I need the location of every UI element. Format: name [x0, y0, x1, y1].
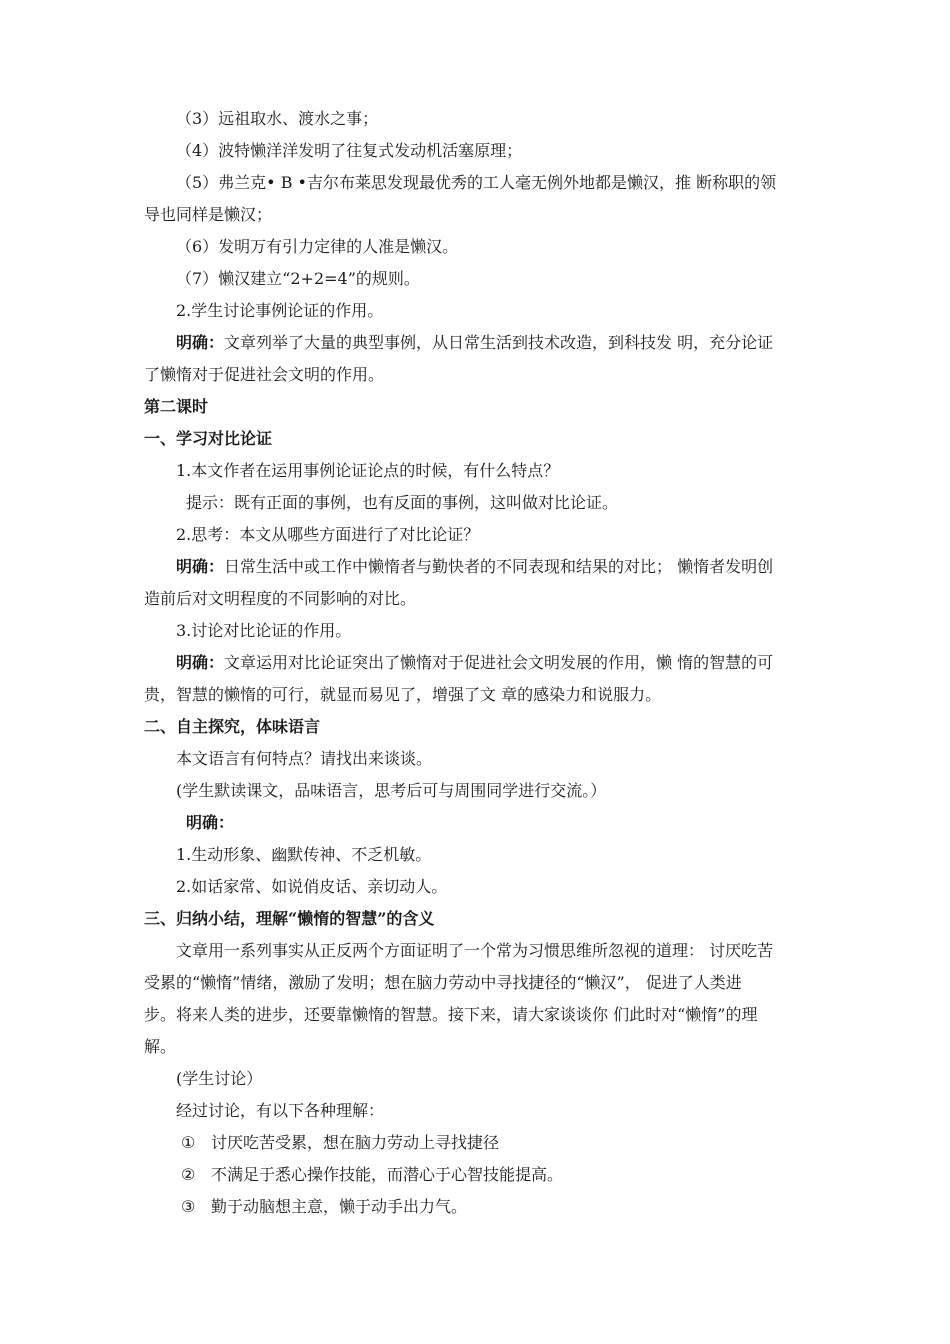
- question: 3.讨论对比论证的作用。: [176, 621, 352, 640]
- note-text: (学生讨论）: [176, 1069, 263, 1088]
- question: 本文语言有何特点？请找出来谈谈。: [176, 749, 433, 768]
- section-heading: 三、归纳小结，理解“懒惰的智慧”的含义: [144, 909, 435, 928]
- question: 2.思考：本文从哪些方面进行了对比论证？: [176, 525, 480, 544]
- list-item: （7）懒汉建立“2+2=4”的规则。: [176, 269, 420, 288]
- answer-continuation: 造前后对文明程度的不同影响的对比。: [144, 589, 417, 608]
- answer-paragraph: [176, 332, 773, 354]
- list-number: ②: [181, 1165, 196, 1184]
- list-item-text: 讨厌吃苦受累，想在脑力劳动上寻找捷径: [211, 1133, 500, 1152]
- paragraph-line: 步。将来人类的进步，还要靠懒惰的智慧。接下来，请大家谈谈你 们此时对“懒惰”的理: [144, 1005, 758, 1024]
- list-item: [181, 1196, 467, 1218]
- note-text: (学生默读课文，品味语言，思考后可与周围同学进行交流。）: [176, 781, 607, 800]
- answer-continuation: 贵，智慧的懒惰的可行，就显而易见了，增强了文 章的感染力和说服力。: [144, 685, 662, 704]
- list-item: [181, 1132, 499, 1154]
- section-heading: 一、学习对比论证: [144, 429, 273, 448]
- question: 2.学生讨论事例论证的作用。: [176, 301, 384, 320]
- lesson-title: 第二课时: [144, 397, 209, 416]
- list-item-text: 勤于动脑想主意，懒于动手出力气。: [211, 1197, 468, 1216]
- question: 1.本文作者在运用事例论证论点的时候，有什么特点？: [176, 461, 560, 480]
- answer-label: 明确：: [176, 333, 225, 352]
- answer-continuation: 了懒惰对于促进社会文明的作用。: [144, 365, 385, 384]
- list-item: [181, 1164, 563, 1186]
- paragraph-line: 受累的“懒惰”情绪，激励了发明；想在脑力劳动中寻找捷径的“懒汉”， 促进了人类进: [144, 973, 742, 992]
- answer-text: 文章运用对比论证突出了懒惰对于促进社会文明发展的作用，懒 惰的智慧的可: [224, 653, 774, 672]
- answer-paragraph: [176, 556, 773, 578]
- answer-label: 明确：: [176, 653, 225, 672]
- list-item: 1.生动形象、幽默传神、不乏机敏。: [176, 845, 432, 864]
- list-item: （4）波特懒洋洋发明了往复式发动机活塞原理；: [176, 141, 523, 160]
- list-item: （6）发明万有引力定律的人准是懒汉。: [176, 237, 459, 256]
- list-item-text: 不满足于悉心操作技能，而潜心于心智技能提高。: [211, 1165, 564, 1184]
- answer-text: 文章列举了大量的典型事例，从日常生活到技术改造，到科技发 明，充分论证: [224, 333, 774, 352]
- list-item: 2.如话家常、如说俏皮话、亲切动人。: [176, 877, 448, 896]
- hint-text: 提示：既有正面的事例，也有反面的事例，这叫做对比论证。: [186, 493, 619, 512]
- answer-label: 明确：: [176, 557, 225, 576]
- paragraph-line: 经过讨论，有以下各种理解：: [176, 1101, 385, 1120]
- list-item: （5）弗兰克• B •吉尔布莱思发现最优秀的工人毫无例外地都是懒汉，推 断称职的领: [176, 173, 777, 192]
- answer-text: 日常生活中或工作中懒惰者与勤快者的不同表现和结果的对比； 懒惰者发明创: [224, 557, 774, 576]
- list-item: （3）远祖取水、渡水之事；: [176, 109, 379, 128]
- list-number: ①: [181, 1133, 196, 1152]
- paragraph-line: 文章用一系列事实从正反两个方面证明了一个常为习惯思维所忽视的道理： 讨厌吃苦: [176, 941, 774, 960]
- answer-label: 明确：: [186, 813, 235, 832]
- answer-paragraph: [176, 652, 773, 674]
- list-number: ③: [181, 1197, 196, 1216]
- list-item-continuation: 导也同样是懒汉；: [144, 205, 273, 224]
- paragraph-line: 解。: [144, 1037, 177, 1056]
- section-heading: 二、自主探究，体味语言: [144, 717, 321, 736]
